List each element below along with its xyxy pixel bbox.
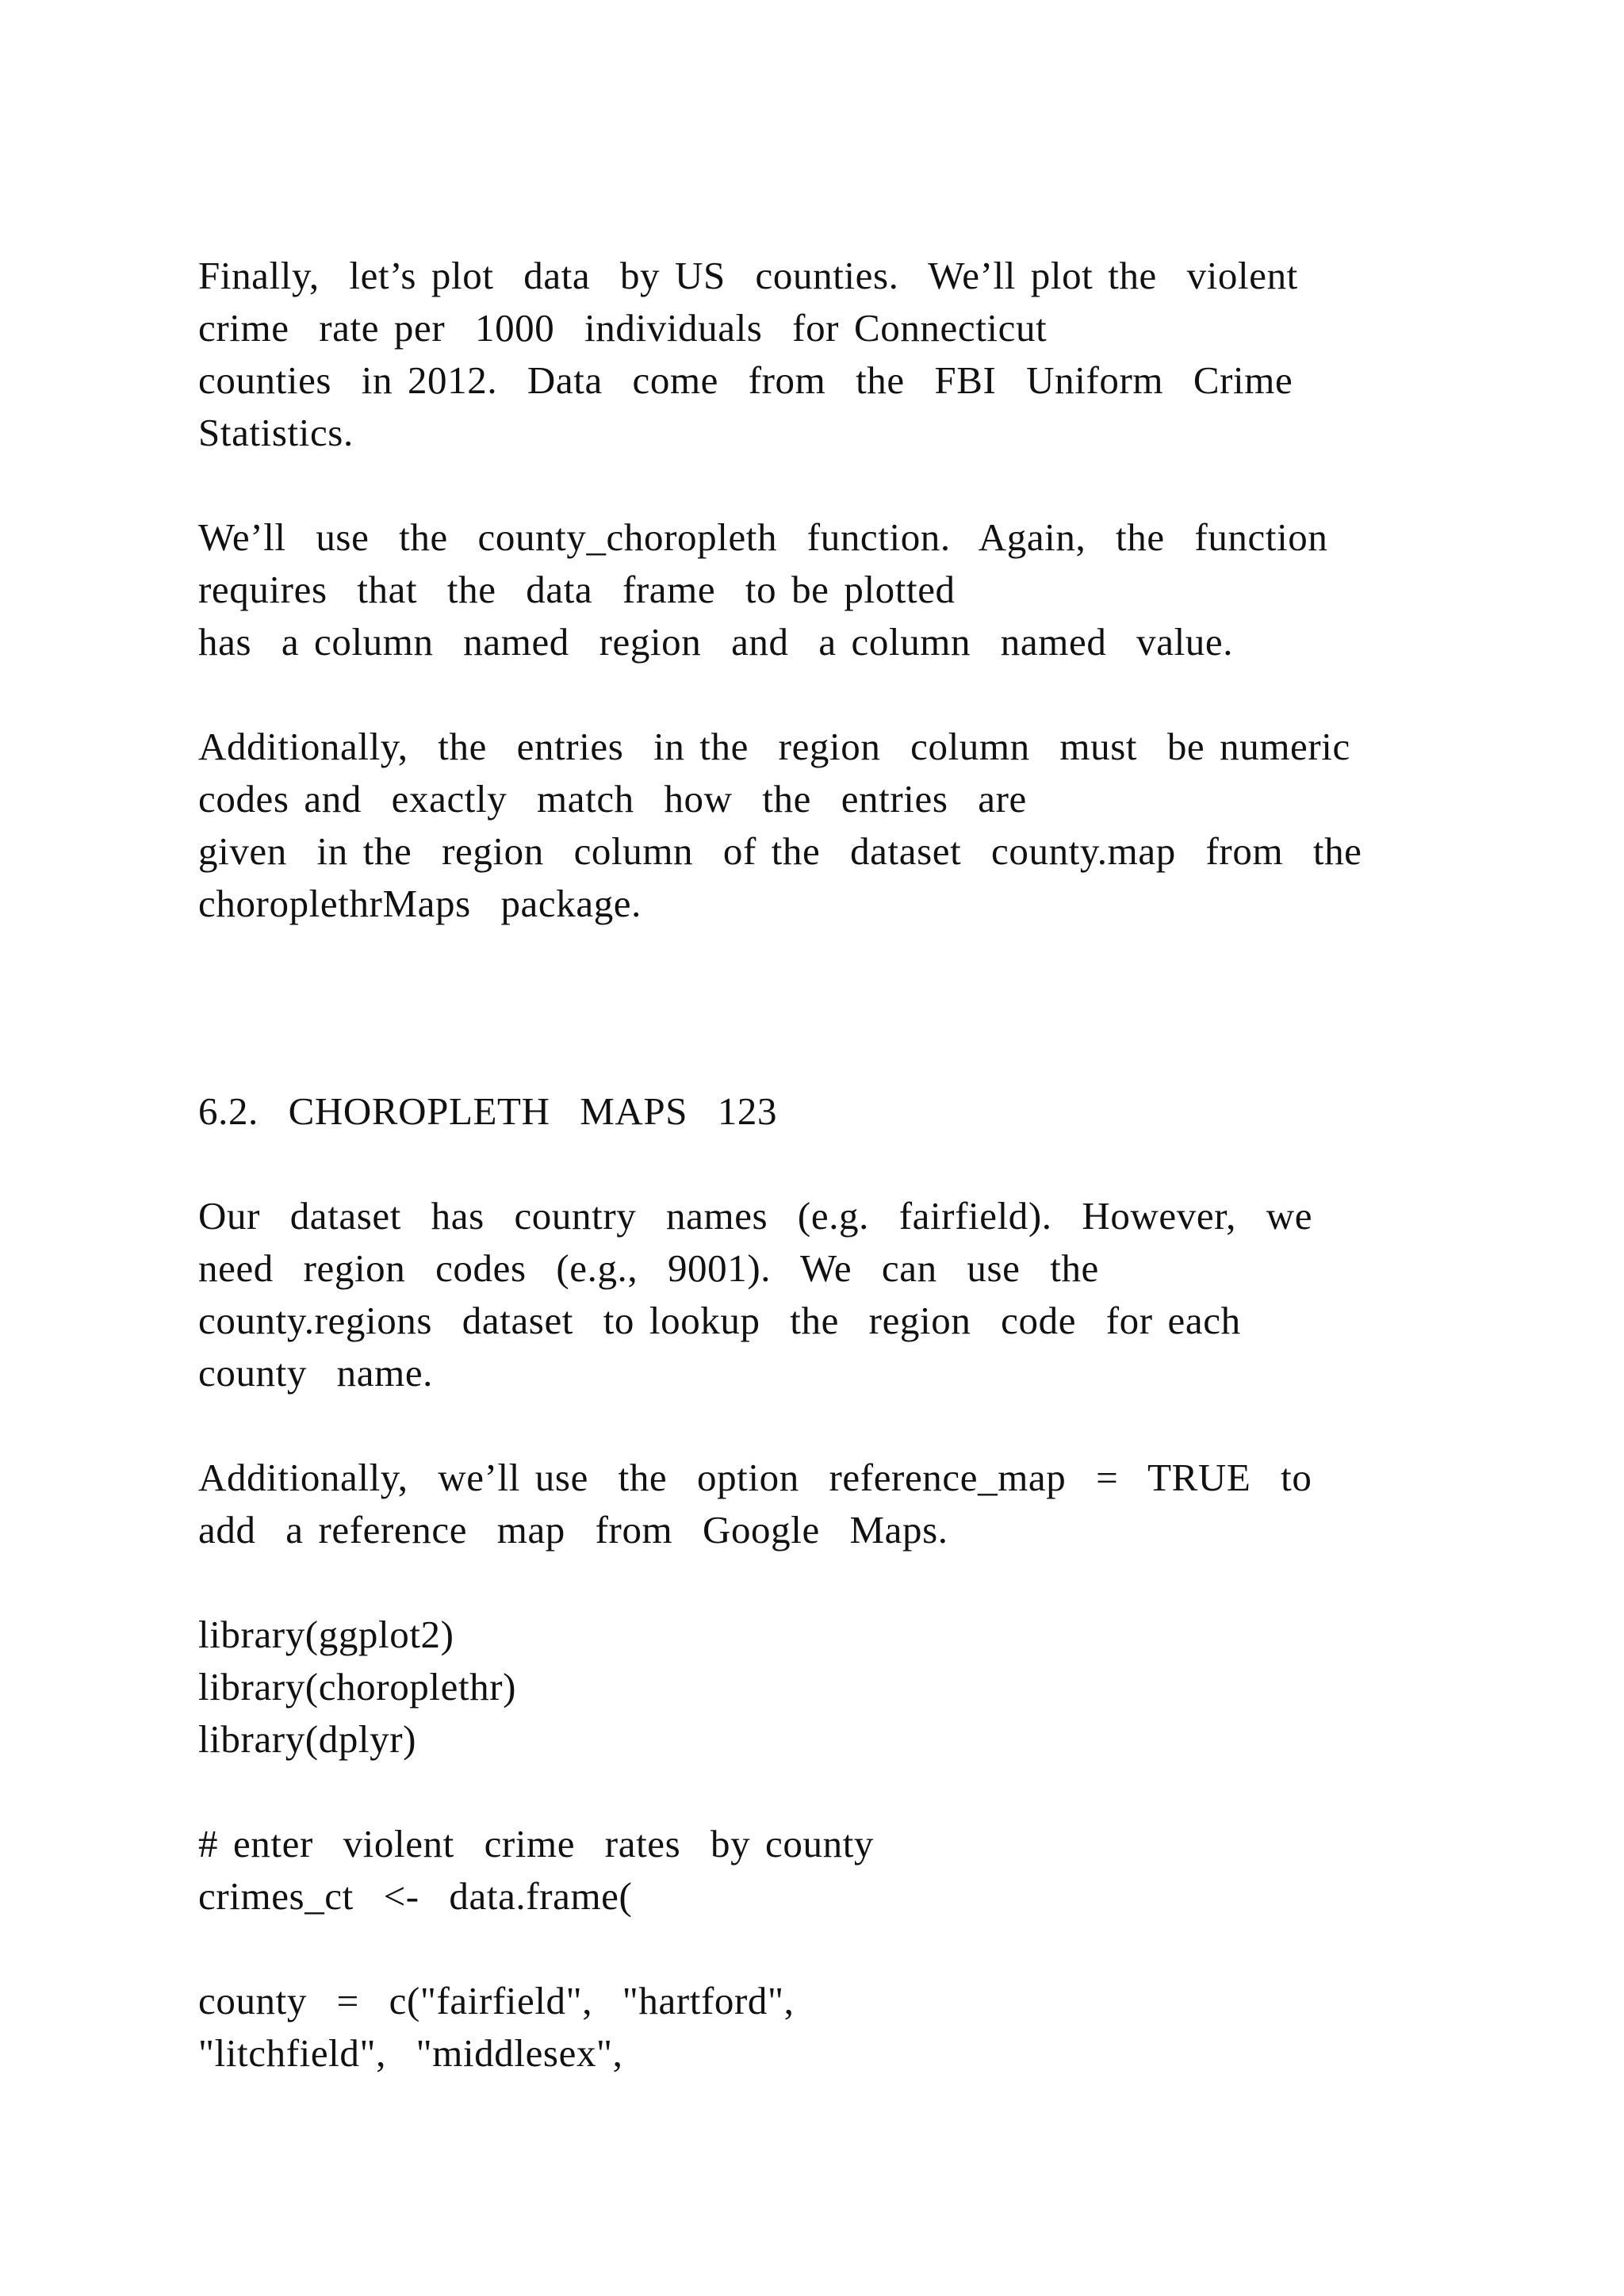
region-codes-line-1: Additionally, the entries in the region column must be numeric bbox=[198, 725, 1350, 768]
region-codes-line-2: codes and exactly match how the entries are bbox=[198, 777, 1027, 821]
reference-map-line-2: add a reference map from Google Maps. bbox=[198, 1508, 948, 1552]
reference-map-line-1: Additionally, we’ll use the option reference_map = TRUE to bbox=[198, 1456, 1312, 1499]
function-note-line-2: requires that the data frame to be plotted bbox=[198, 568, 956, 611]
dataset-note-line-3: county.regions dataset to lookup the region code for each bbox=[198, 1299, 1241, 1342]
function-note-line-3: has a column named region and a column named value. bbox=[198, 620, 1234, 664]
region-codes-line-3: given in the region column of the dataset county.map from the bbox=[198, 829, 1362, 873]
intro-line-3: counties in 2012. Data come from the FBI Uniform Crime bbox=[198, 358, 1293, 402]
intro-line-2: crime rate per 1000 individuals for Connecticut bbox=[198, 306, 1048, 350]
dataset-note-line-1: Our dataset has country names (e.g. fairfield). However, we bbox=[198, 1194, 1313, 1238]
intro-line-1: Finally, let’s plot data by US counties. We’ll plot the violent bbox=[198, 254, 1298, 297]
code-library-ggplot2: library(ggplot2) bbox=[198, 1613, 454, 1656]
region-codes-line-4: choroplethrMaps package. bbox=[198, 882, 642, 925]
code-county-line-1: county = c("fairfield", "hartford", bbox=[198, 1979, 795, 2022]
intro-line-4: Statistics. bbox=[198, 411, 354, 454]
function-note-line-1: We’ll use the county_choropleth function. Again, the function bbox=[198, 515, 1328, 559]
dataset-note-line-4: county name. bbox=[198, 1351, 434, 1395]
code-county-line-2: "litchfield", "middlesex", bbox=[198, 2031, 623, 2075]
section-header: 6.2. CHOROPLETH MAPS 123 bbox=[198, 1089, 778, 1133]
code-dataframe: crimes_ct <- data.frame( bbox=[198, 1874, 633, 1918]
code-library-choroplethr: library(choroplethr) bbox=[198, 1665, 517, 1709]
code-comment: # enter violent crime rates by county bbox=[198, 1822, 875, 1866]
code-library-dplyr: library(dplyr) bbox=[198, 1717, 417, 1761]
dataset-note-line-2: need region codes (e.g., 9001). We can use the bbox=[198, 1246, 1099, 1290]
